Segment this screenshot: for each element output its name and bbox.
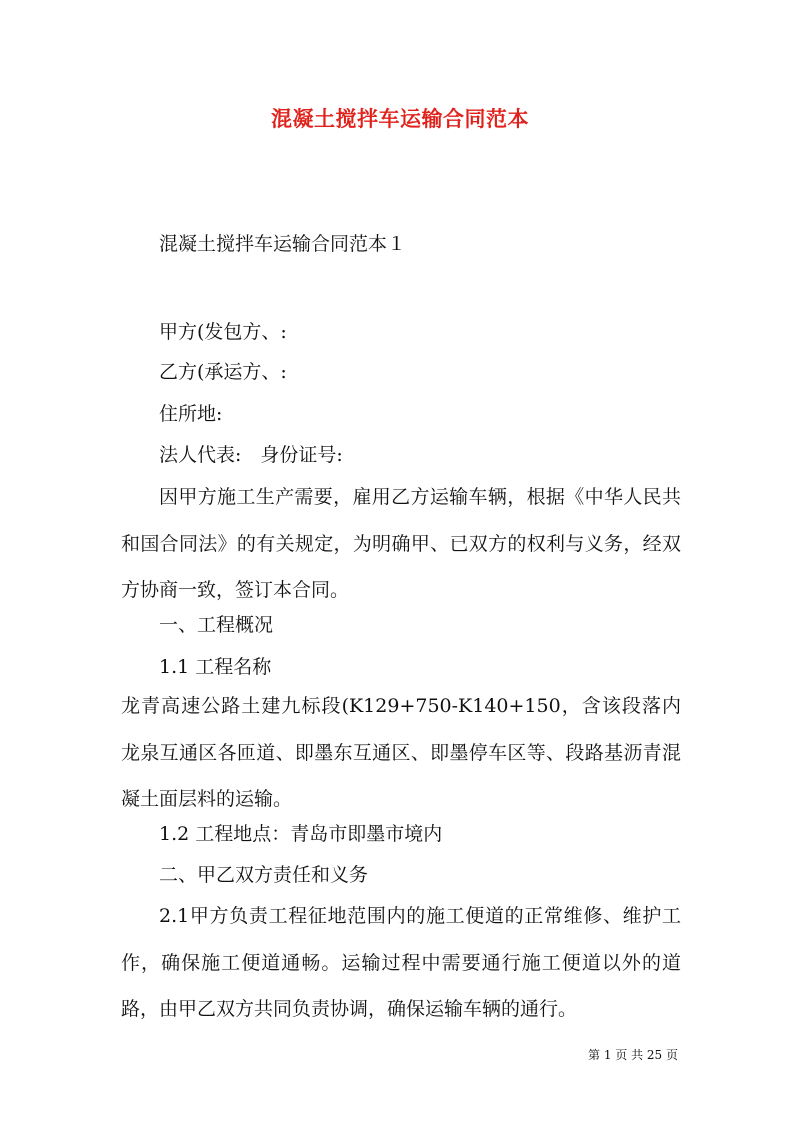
intro-paragraph: 因甲方施工生产需要，雇用乙方运输车辆，根据《中华人民共和国合同法》的有关规定，为明确甲、已双方的权利与义务，经双方协商一致，签订本合同。 (121, 486, 681, 601)
party-a-label: 甲方(发包方、: (159, 321, 287, 343)
address-label: 住所地: (159, 403, 223, 425)
section-2-heading: 二、甲乙双方责任和义务 (159, 864, 369, 886)
legal-rep-label: 法人代表: 身份证号: (159, 444, 343, 466)
item-1-1-heading: 1.1 工程名称 (159, 656, 272, 678)
document-title: 混凝土搅拌车运输合同范本 (271, 106, 529, 131)
party-b-label: 乙方(承运方、: (159, 361, 287, 383)
section-1-heading: 一、工程概况 (159, 614, 274, 636)
item-2-1-paragraph: 2.1甲方负责工程征地范围内的施工便道的正常维修、维护工作，确保施工便道通畅。运输过程中需要通行施工便道以外的道路，由甲乙双方共同负责协调，确保运输车辆的通行。 (121, 905, 681, 1020)
page-number-footer: 第 1 页 共 25 页 (588, 1048, 678, 1062)
contract-subtitle: 混凝土搅拌车运输合同范本１ (159, 233, 407, 255)
item-1-1-paragraph: 龙青高速公路土建九标段(K129+750-K140+150，含该段落内龙泉互通区各匝道、即墨东互通区、即墨停车区等、段路基沥青混凝土面层料的运输。 (121, 695, 681, 810)
item-1-2-line: 1.2 工程地点：青岛市即墨市境内 (159, 823, 443, 845)
